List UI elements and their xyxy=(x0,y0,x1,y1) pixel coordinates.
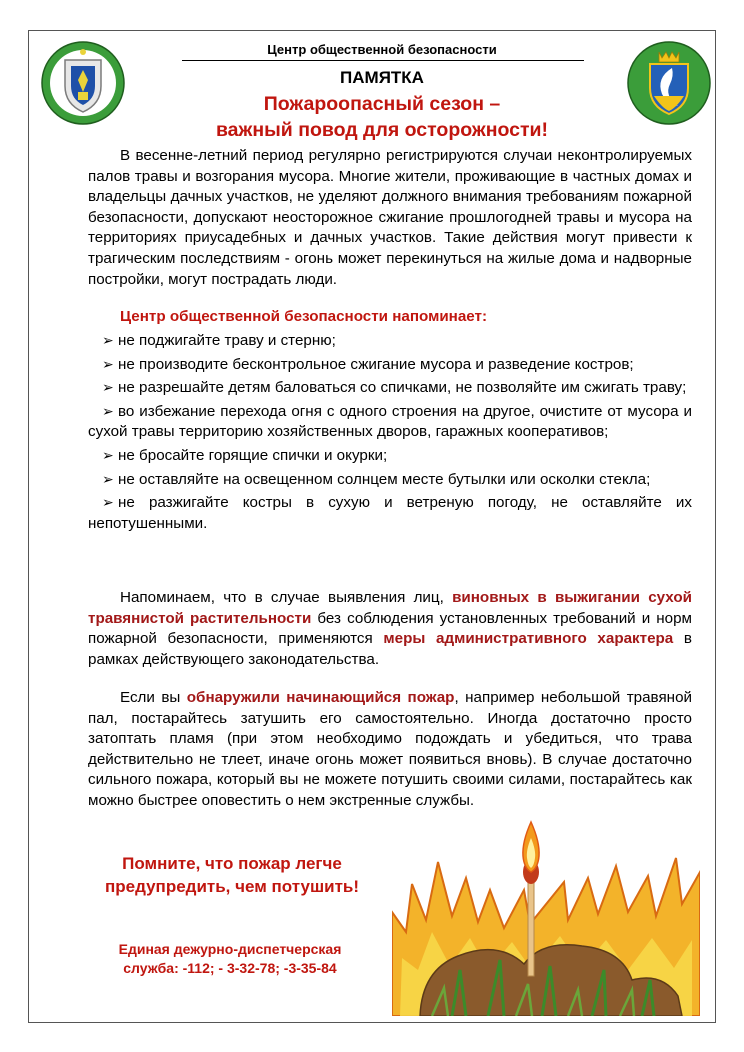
safety-rules-list xyxy=(88,330,692,536)
document-type: ПАМЯТКА xyxy=(340,68,424,87)
arrow-bullet-icon: ➢ xyxy=(102,494,114,511)
header-rule xyxy=(182,60,584,61)
arrow-bullet-icon: ➢ xyxy=(102,379,114,396)
arrow-bullet-icon: ➢ xyxy=(102,402,114,419)
list-item: ➢ не поджигайте траву и стерню; xyxy=(102,332,336,349)
arrow-bullet-icon: ➢ xyxy=(102,470,114,487)
title-line-1: Пожароопасный сезон – xyxy=(263,93,501,115)
reminder-heading: Центр общественной безопасности напоминает: xyxy=(120,308,488,325)
organization-name: Центр общественной безопасности xyxy=(267,42,497,57)
liability-paragraph: Напоминаем, что в случае выявления лиц, виновных в выжигании сухой травянистой растительности без соблюдения установленных требований и норм пожарной безопасности, применяются меры административного характера в рамках действующего законодательства. xyxy=(88,589,693,668)
emergency-contacts: Единая дежурно-диспетчерская служба: -112; - 3-32-78; -3-35-84 xyxy=(118,941,342,976)
list-item: ➢ не оставляйте на освещенном солнцем месте бутылки или осколки стекла; xyxy=(102,470,651,488)
coat-of-arms-icon xyxy=(626,40,712,126)
list-item: ➢ не бросайте горящие спички и окурки; xyxy=(102,446,388,464)
action-paragraph: Если вы обнаружили начинающийся пожар, например небольшой травяной пал, постарайтесь затушить его самостоятельно. Иногда достаточно просто затоптать пламя (при этом необходимо подождать и убедиться, что трава действительно не тлеет, иначе огонь может появиться вновь). В случае достаточно сильного пожара, который вы не можете потушить своими силами, постарайтесь как можно быстрее оповестить о нем экстренные службы. xyxy=(88,689,692,809)
list-item: ➢ не производите бесконтрольное сжигание мусора и разведение костров; xyxy=(102,355,634,373)
highlight-measures: меры административного характера xyxy=(383,630,674,648)
highlight-fire-detected: обнаружили начинающийся пожар xyxy=(186,689,455,706)
arrow-bullet-icon: ➢ xyxy=(102,332,114,348)
list-item: ➢ не разжигайте костры в сухую и ветреную погоду, не оставляйте их непотушенными. xyxy=(88,494,692,532)
slogan: Помните, что пожар легче предупредить, чем потушить! xyxy=(104,854,360,896)
intro-paragraph: В весенне-летний период регулярно регистрируются случаи неконтролируемых палов травы и возгорания мусора. Многие жители, проживающие в частных домах и владельцы дачных участков, не уделяют должного внимания требованиям пожарной безопасности, допускают неосторожное сжигание прошлогодней травы и мусора на территориях приусадебных и дачных участков. Такие действия могут привести к трагическим последствиям - огонь может перекинуться на жилые дома и надворные постройки, могут пострадать люди. xyxy=(88,147,692,288)
burning-match-grass-fire-icon xyxy=(392,820,700,1016)
list-item: ➢ во избежание перехода огня с одного строения на другое, очистите от мусора и сухой травы территорию хозяйственных дворов, гаражных кооперативов; xyxy=(88,402,692,441)
arrow-bullet-icon: ➢ xyxy=(102,446,114,463)
highlight-guilty: виновных в выжигании сухой травянистой растительности xyxy=(88,589,692,627)
list-item: ➢ не разрешайте детям баловаться со спичками, не позволяйте им сжигать траву; xyxy=(102,379,687,397)
shield-emblem-icon xyxy=(40,40,126,126)
title-line-2: важный повод для осторожности! xyxy=(215,119,549,141)
arrow-bullet-icon: ➢ xyxy=(102,355,114,372)
